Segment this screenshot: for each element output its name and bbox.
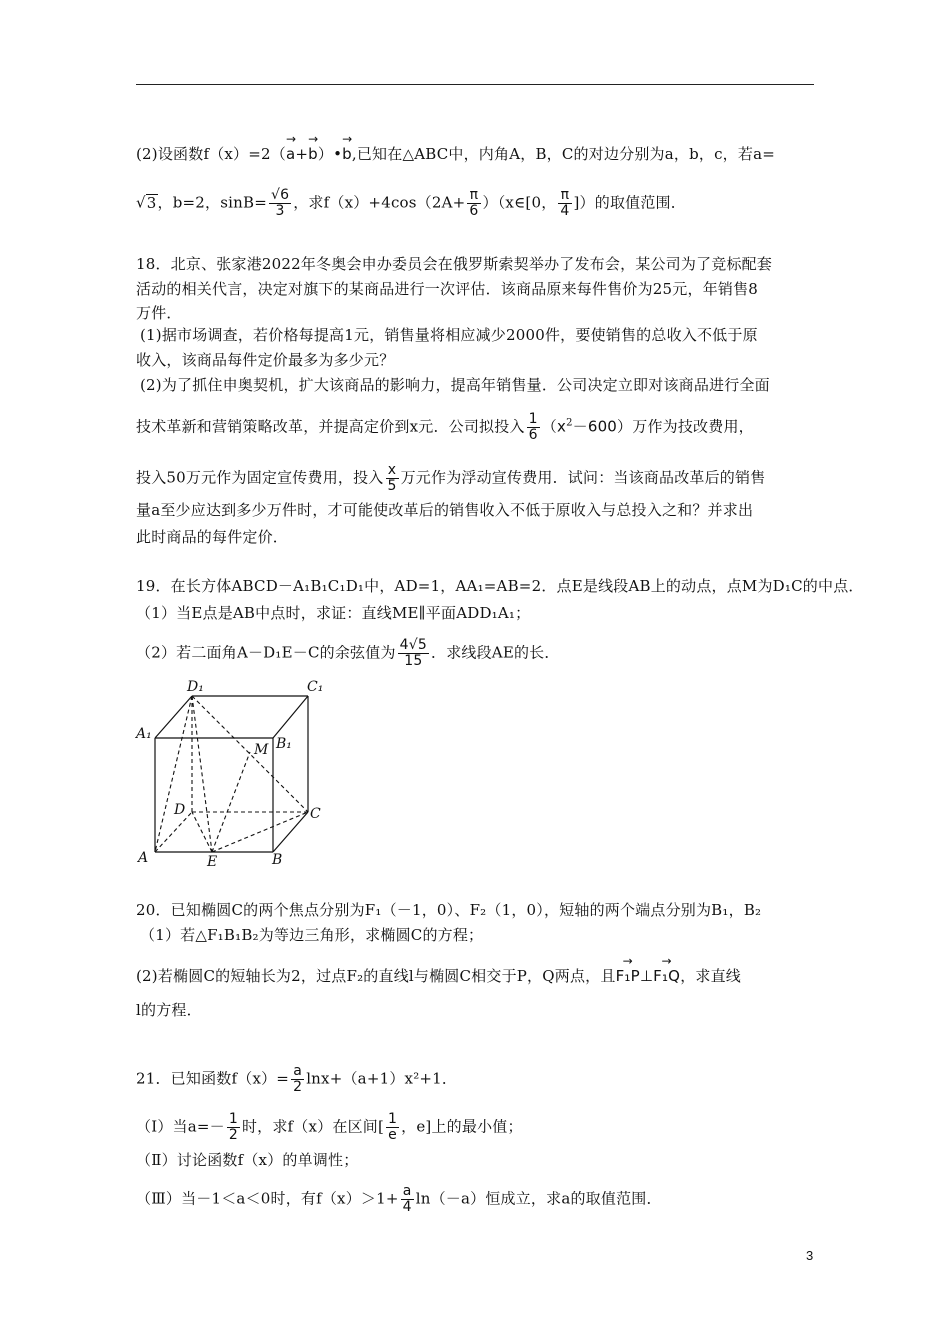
frac-num: 1: [228, 1111, 238, 1127]
fraction-x-5: [386, 463, 399, 494]
q17-text-2: ,已知在△ABC中，内角A，B，C的对边分别为a，b，c，若a=: [351, 145, 775, 163]
frac-num: a: [291, 1064, 304, 1080]
frac-num: a: [401, 1184, 414, 1200]
dot-op: ）•: [317, 145, 343, 163]
q17-part2-line1: [136, 140, 816, 164]
q19-line1: 19．在长方体ABCD－A₁B₁C₁D₁中，AD=1，AA₁=AB=2．点E是线段AB上的动点，点M为D₁C的中点．: [136, 577, 864, 595]
q18-text-3: －600）万作为技改费用，: [572, 417, 754, 436]
q21-line2: [136, 1112, 816, 1143]
label-d: D: [174, 802, 186, 818]
q18-line9: 量a至少应达到多少万件时，才可能使改革后的销售收入不低于原收入与总投入之和？并求出: [136, 501, 754, 519]
q17-text: (2)设函数f（x）=2（: [136, 145, 286, 163]
vector-b: → b: [308, 140, 318, 164]
q21-text-4: 时，求f（x）在区间[: [241, 1117, 385, 1136]
q21-line3: （Ⅱ）讨论函数f（x）的单调性；: [136, 1151, 359, 1169]
fraction-a-2: [291, 1064, 304, 1095]
q17-text-6: ]）的取值范围．: [573, 193, 686, 212]
label-d1: D₁: [187, 679, 204, 695]
q20-line2: （1）若△F₁B₁B₂为等边三角形，求椭圆C的方程；: [140, 926, 484, 944]
perp-sign: ⊥: [639, 967, 654, 985]
vector-a: → a: [286, 140, 295, 164]
fraction-1-e: [386, 1112, 399, 1143]
q20-line4: l的方程．: [136, 1001, 202, 1019]
label-a: A: [138, 850, 149, 866]
frac-den: 15: [404, 653, 423, 669]
fraction-pi-6: [467, 188, 480, 219]
q20-text-2: ，求直线: [680, 967, 742, 985]
frac-num: x: [386, 463, 399, 479]
frac-den: 4: [560, 203, 570, 219]
q19-line3: [136, 638, 816, 669]
q18-line5: 收入，该商品每件定价最多为多少元？: [136, 351, 395, 369]
q18-line3: 万件．: [136, 304, 182, 322]
frac-den: 5: [387, 478, 397, 494]
cuboid-diagram: [130, 676, 340, 876]
frac-num: π: [558, 188, 571, 204]
q19-text-2: ．求线段AE的长．: [431, 643, 560, 662]
q19-line2: （1）当E点是AB中点时，求证：直线ME∥平面ADD₁A₁；: [136, 604, 531, 622]
superscript-2: 2: [566, 417, 573, 429]
label-b1: B₁: [276, 736, 292, 752]
frac-den: 4: [402, 1199, 412, 1215]
q21-line4: [136, 1184, 816, 1215]
fraction-pi-4: [558, 188, 571, 219]
q17-part2-line2: √3，b=2，sinB= $\frac{√6}{3}$ ，求f（x）+4cos（2A+ $\frac{\pi}{6}$ ）（x∈[0， $\frac{\pi}{4}$ ]）的取值范围．: [136, 187, 686, 219]
frac-den: 6: [469, 203, 479, 219]
q18-line7: [136, 412, 816, 443]
header-rule: [136, 84, 814, 85]
q18-line6: (2)为了抓住申奥契机，扩大该商品的影响力，提高年销售量．公司决定立即对该商品进行全面: [140, 376, 770, 394]
frac-den: 3: [275, 203, 285, 219]
cuboid-figure: [130, 676, 340, 876]
label-b: B: [272, 852, 283, 868]
q18-text: 技术革新和营销策略改革，并提高定价到x元．公司拟投入: [136, 417, 525, 436]
frac-num: 4√5: [399, 637, 427, 653]
q21-text: 21．已知函数f（x）=: [136, 1069, 290, 1088]
label-c1: C₁: [307, 679, 324, 695]
q21-text-2: lnx+（a+1）x²+1．: [306, 1069, 458, 1088]
plus-sign: +: [295, 145, 309, 163]
sqrt-3: 3: [146, 193, 157, 212]
q19-text: （2）若二面角A－D₁E－C的余弦值为: [136, 643, 396, 662]
q18-line10: 此时商品的每件定价．: [136, 528, 289, 546]
q18-line2: 活动的相关代言，决定对旗下的某商品进行一次评估．该商品原来每件售价为25元，年销售8: [136, 280, 759, 298]
q21-text-5: ，e]上的最小值；: [401, 1117, 523, 1136]
frac-num: π: [467, 188, 480, 204]
label-a1: A₁: [136, 726, 152, 742]
q20-text: (2)若椭圆C的短轴长为2，过点F₂的直线l与椭圆C相交于P，Q两点，且: [136, 967, 616, 985]
q17-text-4: ，求f（x）+4cos（2A+: [293, 193, 466, 212]
q18-line8: [136, 463, 816, 494]
q21-text-6: （Ⅲ）当－1＜a＜0时，有f（x）＞1+: [136, 1189, 399, 1208]
frac-den: e: [388, 1127, 397, 1143]
label-c: C: [310, 806, 321, 822]
fraction-sinb: [269, 188, 291, 219]
page-number: 3: [806, 1248, 814, 1263]
q18-text-2: （x: [541, 417, 567, 436]
q18-text-5: 万元作为浮动宣传费用．试问：当该商品改革后的销售: [400, 468, 766, 487]
fraction-a-4: [401, 1184, 414, 1215]
q20-line1: 20．已知椭圆C的两个焦点分别为F₁（－1，0）、F₂（1，0），短轴的两个端点分别为B₁，B₂: [136, 901, 762, 919]
fraction-1-2: [227, 1112, 240, 1143]
frac-num: 1: [388, 1111, 398, 1127]
frac-den: 6: [528, 427, 538, 443]
fraction-cos: [398, 638, 429, 669]
q18-line4: (1)据市场调查，若价格每提高1元，销售量将相应减少2000件，要使销售的总收入不低于原: [140, 326, 758, 344]
vector-f1q: → F₁Q: [653, 962, 680, 986]
frac-num: √6: [270, 187, 290, 203]
q20-line3: [136, 962, 816, 986]
vector-b-2: → b: [342, 140, 352, 164]
q21-text-7: ln（－a）恒成立，求a的取值范围．: [415, 1189, 662, 1208]
q21-line1: [136, 1064, 816, 1095]
q18-text-4: 投入50万元作为固定宣传费用，投入: [136, 468, 384, 487]
q17-text-5: ）（x∈[0，: [482, 193, 557, 212]
q21-text-3: （Ⅰ）当a=－: [136, 1117, 225, 1136]
fraction-1-6: [527, 412, 540, 443]
vector-f1p: → F₁P: [616, 962, 640, 986]
q18-line1: 18．北京、张家港2022年冬奥会申办委员会在俄罗斯索契举办了发布会，某公司为了竞标配套: [136, 255, 773, 273]
frac-den: 2: [228, 1127, 238, 1143]
label-m: M: [254, 742, 269, 758]
q17-text-3: ，b=2，sinB=: [157, 193, 267, 212]
frac-num: 1: [528, 411, 538, 427]
frac-den: 2: [293, 1079, 303, 1095]
label-e: E: [207, 854, 218, 870]
